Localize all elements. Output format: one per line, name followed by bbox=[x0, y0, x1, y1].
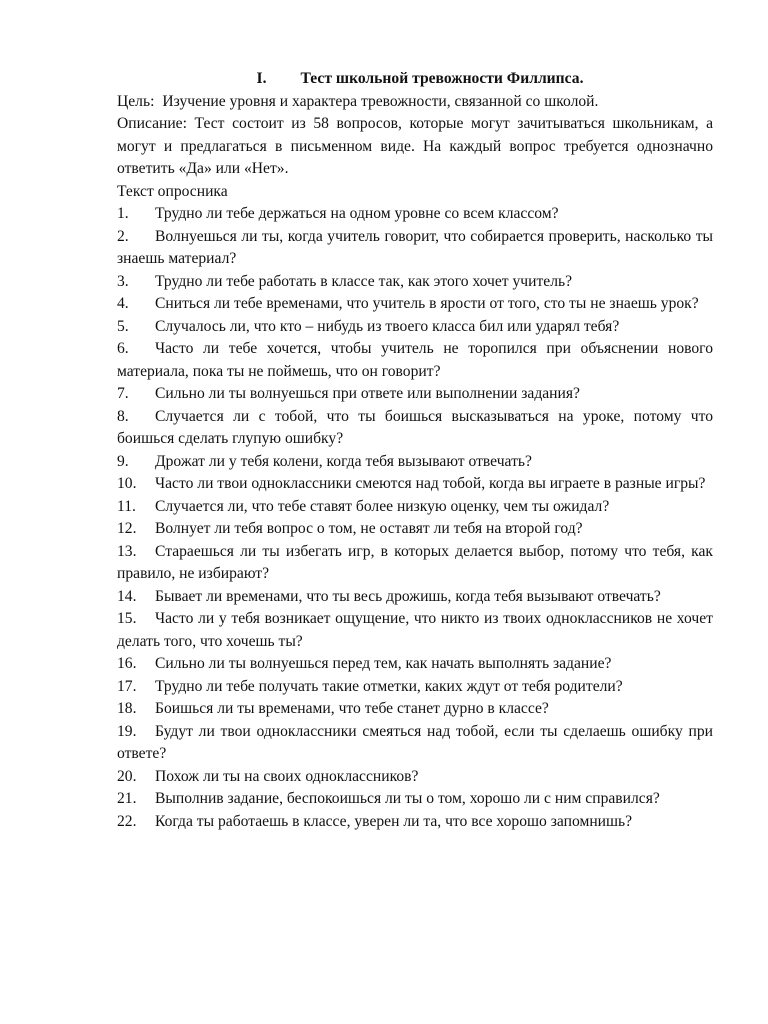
title-text: Тест школьной тревожности Филлипса. bbox=[300, 70, 584, 87]
question-item bbox=[117, 541, 713, 586]
question-number: 17. bbox=[117, 677, 137, 695]
question-item bbox=[117, 451, 713, 474]
question-number: 2. bbox=[117, 227, 129, 245]
question-item bbox=[117, 766, 713, 789]
question-item bbox=[117, 698, 713, 721]
questions-list bbox=[117, 203, 713, 833]
question-text: Случается ли с тобой, что ты боишься высказываться на уроке, потому что боишься сделать глупую ошибку? bbox=[117, 407, 713, 447]
question-text: Случалось ли, что кто – нибудь из твоего класса бил или ударял тебя? bbox=[155, 317, 620, 335]
question-number: 5. bbox=[117, 317, 129, 335]
question-number: 10. bbox=[117, 475, 137, 492]
questionnaire-heading: Текст опросника bbox=[117, 182, 228, 200]
question-item bbox=[117, 653, 713, 676]
document-page bbox=[117, 68, 713, 833]
question-text: Боишься ли ты временами, что тебе станет дурно в классе? bbox=[155, 700, 549, 717]
question-text: Сильно ли ты волнуешься при ответе или выполнении задания? bbox=[155, 385, 580, 402]
question-item bbox=[117, 383, 713, 406]
question-number: 4. bbox=[117, 295, 129, 312]
title-number: I. bbox=[256, 70, 267, 87]
question-item bbox=[117, 203, 713, 226]
question-text: Сниться ли тебе временами, что учитель в ярости от того, сто ты не знаешь урок? bbox=[155, 295, 699, 312]
question-item bbox=[117, 586, 713, 609]
question-text: Часто ли твои одноклассники смеются над тобой, когда вы играете в разные игры? bbox=[155, 475, 706, 492]
question-text: Выполнив задание, беспокоишься ли ты о том, хорошо ли с ним справился? bbox=[155, 790, 660, 807]
goal-line bbox=[117, 91, 713, 114]
question-item bbox=[117, 608, 713, 653]
question-text: Часто ли у тебя возникает ощущение, что никто из твоих одноклассников не хочет делать того, что хочешь ты? bbox=[117, 610, 713, 650]
question-item bbox=[117, 518, 713, 541]
question-text: Трудно ли тебе работать в классе так, как этого хочет учитель? bbox=[155, 272, 573, 290]
description-paragraph: Описание: Тест состоит из 58 вопросов, которые могут зачитываться школьникам, а могут и предлагаться в письменном виде. На каждый вопрос требуется однозначно ответить «Да» или «Нет». bbox=[117, 115, 713, 177]
goal-label: Цель: bbox=[117, 92, 155, 110]
question-number: 14. bbox=[117, 587, 137, 605]
question-number: 18. bbox=[117, 700, 137, 717]
document-title bbox=[117, 68, 713, 91]
question-text: Когда ты работаешь в классе, уверен ли та, что все хорошо запомнишь? bbox=[155, 812, 633, 830]
question-text: Дрожат ли у тебя колени, когда тебя вызывают отвечать? bbox=[155, 452, 532, 470]
question-item bbox=[117, 316, 713, 339]
question-item bbox=[117, 788, 713, 811]
question-number: 16. bbox=[117, 655, 137, 672]
question-text: Сильно ли ты волнуешься перед тем, как начать выполнять задание? bbox=[155, 655, 612, 672]
question-number: 20. bbox=[117, 767, 137, 785]
question-text: Случается ли, что тебе ставят более низкую оценку, чем ты ожидал? bbox=[155, 497, 610, 515]
question-item bbox=[117, 676, 713, 699]
question-number: 3. bbox=[117, 272, 129, 290]
question-item bbox=[117, 473, 713, 496]
question-item bbox=[117, 721, 713, 766]
question-text: Волнует ли тебя вопрос о том, не оставят ли тебя на второй год? bbox=[155, 520, 583, 537]
question-number: 19. bbox=[117, 722, 137, 740]
question-item bbox=[117, 406, 713, 451]
question-text: Будут ли твои одноклассники смеяться над тобой, если ты сделаешь ошибку при ответе? bbox=[117, 722, 713, 762]
question-text: Трудно ли тебе получать такие отметки, каких ждут от тебя родители? bbox=[155, 677, 623, 695]
question-number: 7. bbox=[117, 385, 129, 402]
question-item bbox=[117, 293, 713, 316]
question-item bbox=[117, 271, 713, 294]
question-number: 8. bbox=[117, 407, 129, 425]
question-text: Часто ли тебе хочется, чтобы учитель не торопился при объяснении нового материала, пока ты не поймешь, что он говорит? bbox=[117, 340, 713, 380]
goal-text: Изучение уровня и характера тревожности, связанной со школой. bbox=[162, 92, 599, 110]
question-item bbox=[117, 811, 713, 834]
question-item bbox=[117, 496, 713, 519]
question-item bbox=[117, 226, 713, 271]
question-number: 1. bbox=[117, 205, 129, 222]
question-number: 15. bbox=[117, 610, 137, 627]
question-number: 12. bbox=[117, 520, 137, 537]
question-text: Бывает ли временами, что ты весь дрожишь, когда тебя вызывают отвечать? bbox=[155, 587, 661, 605]
question-number: 21. bbox=[117, 790, 137, 807]
question-text: Стараешься ли ты избегать игр, в которых делается выбор, потому что тебя, как правило, не избирают? bbox=[117, 542, 713, 582]
question-text: Похож ли ты на своих одноклассников? bbox=[155, 767, 419, 785]
question-text: Трудно ли тебе держаться на одном уровне со всем классом? bbox=[155, 205, 559, 222]
question-number: 13. bbox=[117, 542, 137, 560]
question-number: 9. bbox=[117, 452, 129, 470]
question-item bbox=[117, 338, 713, 383]
question-number: 22. bbox=[117, 812, 137, 830]
question-text: Волнуешься ли ты, когда учитель говорит, что собирается проверить, насколько ты знаешь материал? bbox=[117, 227, 713, 267]
question-number: 6. bbox=[117, 340, 129, 357]
question-number: 11. bbox=[117, 497, 136, 515]
